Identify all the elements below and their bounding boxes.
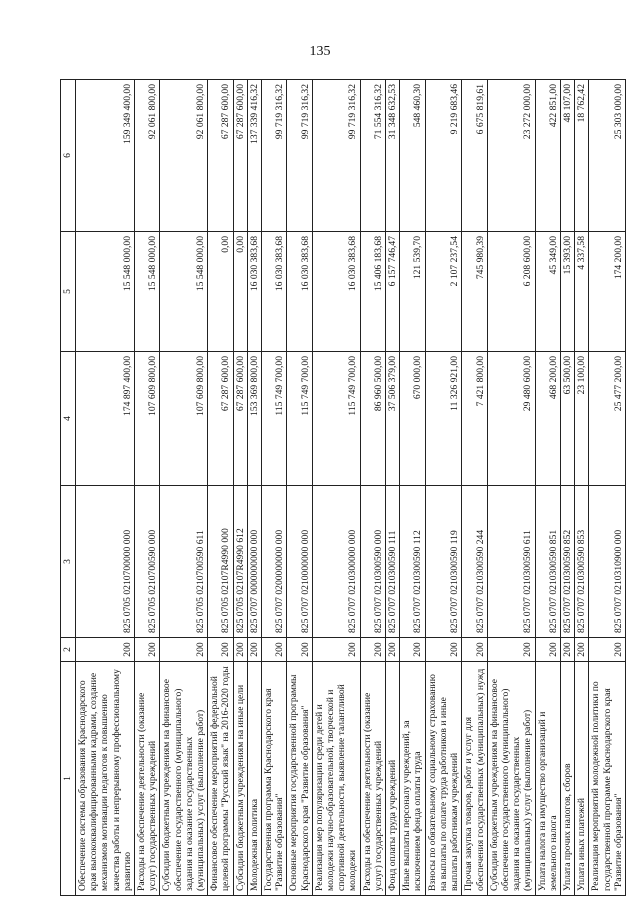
row-name: Взносы по обязательному социальному страхованию на выплаты по оплате труда работников и иные выплаты работникам учреждений [425, 662, 462, 896]
table-header [61, 80, 76, 896]
column-header: 2 [61, 638, 76, 662]
row-approved: 67 287 600,00 [233, 352, 247, 486]
row-name: Субсидии бюджетным учреждениям на финансовое обеспечение государственного (муниципального) задания на оказание государственных (муниципальных) услуг (выполнение работ) [160, 662, 208, 896]
row-code: 200 [560, 638, 574, 662]
row-approved: 115 749 700,00 [312, 352, 360, 486]
budget-table [60, 79, 626, 896]
row-remainder: 9 219 683,46 [425, 80, 462, 232]
row-kbk: 825 0705 0210700590 611 [160, 486, 208, 638]
row-code: 200 [312, 638, 360, 662]
row-executed: 6 157 746,47 [386, 232, 400, 352]
row-code: 200 [262, 638, 287, 662]
row-approved: 670 000,00 [400, 352, 425, 486]
row-executed: 2 107 237,54 [425, 232, 462, 352]
row-executed: 0,00 [208, 232, 233, 352]
table-row [575, 80, 589, 896]
row-kbk: 825 0707 0210300590 119 [425, 486, 462, 638]
row-code: 200 [247, 638, 261, 662]
row-code: 200 [208, 638, 233, 662]
row-code: 200 [589, 638, 626, 662]
row-name: Государственная программа Краснодарского края "Развитие образования" [262, 662, 287, 896]
table-row [312, 80, 360, 896]
row-remainder: 23 272 000,00 [487, 80, 535, 232]
row-remainder: 159 349 400,00 [76, 80, 135, 232]
table-row [360, 80, 385, 896]
row-executed: 0,00 [233, 232, 247, 352]
row-executed: 4 337,58 [575, 232, 589, 352]
row-code: 200 [160, 638, 208, 662]
row-name: Субсидии бюджетным учреждениям на иные цели [233, 662, 247, 896]
row-executed: 45 349,00 [535, 232, 560, 352]
row-executed: 15 406 183,68 [360, 232, 385, 352]
column-header: 3 [61, 486, 76, 638]
column-header: 6 [61, 80, 76, 232]
row-remainder: 137 339 416,32 [247, 80, 261, 232]
row-remainder: 6 675 819,61 [462, 80, 487, 232]
row-approved: 107 609 800,00 [160, 352, 208, 486]
rotated-table-frame [60, 80, 624, 896]
row-approved: 174 897 400,00 [76, 352, 135, 486]
row-executed: 16 030 383,68 [312, 232, 360, 352]
row-remainder: 71 554 316,32 [360, 80, 385, 232]
table-row [400, 80, 425, 896]
rotated-table-area [60, 80, 624, 896]
table-row [589, 80, 626, 896]
row-approved: 67 287 600,00 [208, 352, 233, 486]
row-approved: 7 421 800,00 [462, 352, 487, 486]
row-approved: 63 500,00 [560, 352, 574, 486]
row-remainder: 99 719 316,32 [287, 80, 312, 232]
table-row [560, 80, 574, 896]
row-name: Уплата налога на имущество организаций и земельного налога [535, 662, 560, 896]
row-name: Иные выплаты персоналу учреждений, за исключением фонда оплаты труда [400, 662, 425, 896]
row-executed: 6 208 600,00 [487, 232, 535, 352]
row-name: Реализация мероприятий молодежной политики по государственной программе Краснодарского края "Развитие образования" [589, 662, 626, 896]
row-kbk: 825 0707 0210000000 000 [287, 486, 312, 638]
column-header: 5 [61, 232, 76, 352]
row-remainder: 48 107,00 [560, 80, 574, 232]
table-row [135, 80, 160, 896]
row-remainder: 99 719 316,32 [312, 80, 360, 232]
table-body [76, 80, 626, 896]
row-code: 200 [425, 638, 462, 662]
row-approved: 23 100,00 [575, 352, 589, 486]
row-kbk: 825 0707 0210300590 611 [487, 486, 535, 638]
row-name: Основные мероприятия государственной программы Краснодарского края "Развитие образования" [287, 662, 312, 896]
table-row [487, 80, 535, 896]
row-remainder: 67 287 600,00 [208, 80, 233, 232]
row-remainder: 99 719 316,32 [262, 80, 287, 232]
row-name: Обеспечение системы образования Краснодарского края высококвалифицированными кадрами, создание механизмов мотивации педагогов к повышению качества работы и непрерывному профессиональному развитию [76, 662, 135, 896]
row-kbk: 825 0705 0210700590 000 [135, 486, 160, 638]
row-executed: 121 539,70 [400, 232, 425, 352]
row-approved: 468 200,00 [535, 352, 560, 486]
row-approved: 37 506 379,00 [386, 352, 400, 486]
table-row [462, 80, 487, 896]
table-row [247, 80, 261, 896]
row-code: 200 [400, 638, 425, 662]
row-kbk: 825 0707 0210300590 851 [535, 486, 560, 638]
row-name: Субсидии бюджетным учреждениям на финансовое обеспечение государственного (муниципального) задания на оказание государственных (муниципальных) услуг (выполнение работ) [487, 662, 535, 896]
row-code: 200 [76, 638, 135, 662]
row-remainder: 422 851,00 [535, 80, 560, 232]
row-kbk: 825 0707 0210300590 112 [400, 486, 425, 638]
row-code: 200 [287, 638, 312, 662]
row-executed: 15 548 000,00 [76, 232, 135, 352]
row-remainder: 18 762,42 [575, 80, 589, 232]
table-row [160, 80, 208, 896]
row-code: 200 [487, 638, 535, 662]
row-approved: 29 480 600,00 [487, 352, 535, 486]
row-executed: 15 548 000,00 [160, 232, 208, 352]
row-kbk: 825 0707 0210300590 244 [462, 486, 487, 638]
table-row [262, 80, 287, 896]
row-kbk: 825 0707 0210300000 000 [312, 486, 360, 638]
row-code: 200 [575, 638, 589, 662]
row-kbk: 825 0705 02107R4990 000 [208, 486, 233, 638]
row-remainder: 92 061 800,00 [160, 80, 208, 232]
row-executed: 745 980,39 [462, 232, 487, 352]
row-approved: 86 960 500,00 [360, 352, 385, 486]
row-remainder: 31 348 632,53 [386, 80, 400, 232]
row-name: Расходы на обеспечение деятельности (оказание услуг) государственных учреждений [135, 662, 160, 896]
row-kbk: 825 0707 0210300590 853 [575, 486, 589, 638]
row-approved: 115 749 700,00 [262, 352, 287, 486]
row-name: Уплата иных платежей [575, 662, 589, 896]
row-kbk: 825 0705 02107R4990 612 [233, 486, 247, 638]
page-number: 135 [309, 44, 331, 59]
row-executed: 16 030 383,68 [247, 232, 261, 352]
row-approved: 107 609 800,00 [135, 352, 160, 486]
row-kbk: 825 0707 0210300590 852 [560, 486, 574, 638]
row-executed: 15 548 000,00 [135, 232, 160, 352]
row-name: Фонд оплаты труда учреждений [386, 662, 400, 896]
row-code: 200 [386, 638, 400, 662]
column-header: 4 [61, 352, 76, 486]
row-remainder: 92 061 800,00 [135, 80, 160, 232]
row-approved: 11 326 921,00 [425, 352, 462, 486]
row-name: Уплата прочих налогов, сборов [560, 662, 574, 896]
row-kbk: 825 0707 0210300590 111 [386, 486, 400, 638]
table-row [386, 80, 400, 896]
table-row [208, 80, 233, 896]
row-name: Молодежная политика [247, 662, 261, 896]
row-kbk: 825 0705 0210700000 000 [76, 486, 135, 638]
row-executed: 16 030 383,68 [287, 232, 312, 352]
row-approved: 153 369 800,00 [247, 352, 261, 486]
row-name: Реализация мер популяризации среди детей и молодежи научно-образовательной, творческой и спортивной деятельности, выявление талантливой молодежи [312, 662, 360, 896]
row-kbk: 825 0707 0000000000 000 [247, 486, 261, 638]
row-remainder: 67 287 600,00 [233, 80, 247, 232]
table-row [76, 80, 135, 896]
table-row [233, 80, 247, 896]
row-approved: 25 477 200,00 [589, 352, 626, 486]
row-name: Прочая закупка товаров, работ и услуг для обеспечения государственных (муниципальных) нужд [462, 662, 487, 896]
row-kbk: 825 0707 0210310900 000 [589, 486, 626, 638]
row-name: Расходы на обеспечение деятельности (оказание услуг) государственных учреждений [360, 662, 385, 896]
row-executed: 174 200,00 [589, 232, 626, 352]
row-kbk: 825 0707 0200000000 000 [262, 486, 287, 638]
table-row [287, 80, 312, 896]
header-row [61, 80, 76, 896]
row-code: 200 [233, 638, 247, 662]
row-executed: 16 030 383,68 [262, 232, 287, 352]
row-executed: 15 393,00 [560, 232, 574, 352]
column-header: 1 [61, 662, 76, 896]
table-row [535, 80, 560, 896]
row-approved: 115 749 700,00 [287, 352, 312, 486]
row-code: 200 [535, 638, 560, 662]
row-code: 200 [135, 638, 160, 662]
row-remainder: 548 460,30 [400, 80, 425, 232]
table-row [425, 80, 462, 896]
row-remainder: 25 303 000,00 [589, 80, 626, 232]
row-kbk: 825 0707 0210300590 000 [360, 486, 385, 638]
row-code: 200 [360, 638, 385, 662]
row-code: 200 [462, 638, 487, 662]
row-name: Финансовое обеспечение мероприятий федеральной целевой программы "Русский язык" на 2016-2020 годы [208, 662, 233, 896]
